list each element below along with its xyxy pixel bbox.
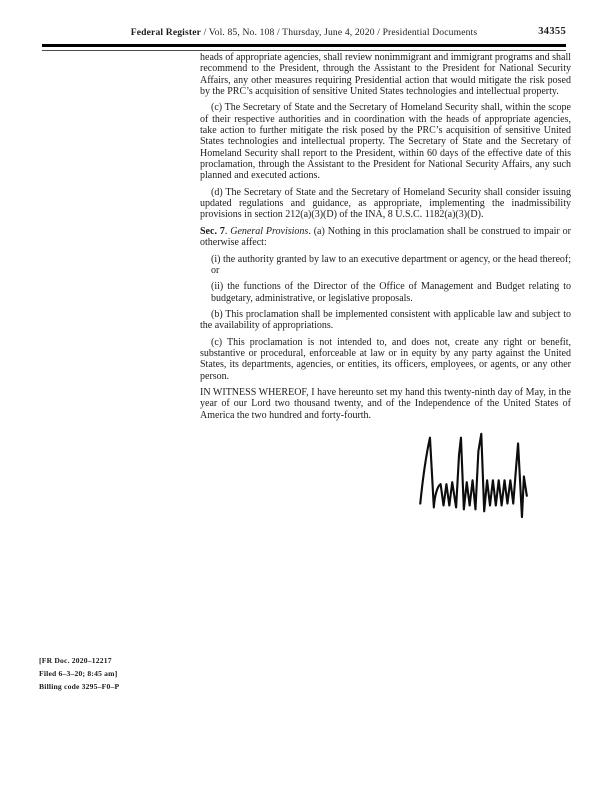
- sec7-separator: .: [224, 225, 231, 237]
- paragraph-b-implementation: (b) This proclamation shall be implemented consistent with applicable law and subject to the availability of appropriations.: [200, 308, 571, 332]
- body-text-column: [200, 52, 571, 523]
- header-citation: [42, 27, 566, 38]
- paragraph-sec7-general-provisions: [200, 226, 571, 249]
- sec7-title: General Provisions: [230, 225, 309, 237]
- billing-code: Billing code 3295–F0–P: [39, 682, 120, 691]
- header-rule-thick: [42, 44, 566, 47]
- sec7-label: Sec. 7: [200, 225, 225, 237]
- journal-title: Federal Register: [130, 27, 202, 38]
- issue-info: / Vol. 85, No. 108 / Thursday, June 4, 2020 / Presidential Documents: [201, 27, 478, 38]
- presidential-signature-icon: [411, 428, 569, 520]
- header-rule: [42, 44, 566, 51]
- filing-footer: [39, 654, 119, 693]
- page-header: [42, 27, 566, 41]
- paragraph-d-regulations: (d) The Secretary of State and the Secretary of Homeland Security shall consider issuing updated regulations and guidance, as appropriate, implementing the inadmissibility provisions in section 212(a)(3)(D) of the INA, 8 U.S.C. 1182(a)(3)(D).: [200, 186, 571, 221]
- paragraph-continuation: heads of appropriate agencies, shall review nonimmigrant and immigrant programs and shall recommend to the President, through the Assistant to the President for National Security Affairs, any other measures requiring Presidential action that would mitigate the risk posed by the PRC’s acquisition of sensitive United States technologies and intellectual property.: [200, 52, 572, 98]
- paragraph-ii-omb: (ii) the functions of the Director of the Office of Management and Budget relating to budgetary, administrative, or legislative proposals.: [211, 281, 571, 304]
- paragraph-i-authority: (i) the authority granted by law to an executive department or agency, or the head thereof; or: [211, 253, 571, 276]
- paragraph-c-secretary: (c) The Secretary of State and the Secretary of Homeland Security shall, within the scope of their respective authorities and in coordination with the heads of appropriate agencies, take action to further mitigate the risk posed by the PRC’s acquisition of sensitive United States technologies and intellectual property. The Secretary of State and the Secretary of Homeland Security shall report to the President, within 60 days of the effective date of this proclamation, through the Assistant to the President for National Security Affairs, any such planned and executed actions.: [200, 102, 571, 182]
- signature-block: [200, 428, 571, 523]
- header-rule-thin: [42, 50, 566, 51]
- fr-doc-number: [FR Doc. 2020–12217: [39, 656, 112, 665]
- paragraph-c-no-rights: (c) This proclamation is not intended to, and does not, create any right or benefit, substantive or procedural, enforceable at law or in equity by any party against the United States, its departments, agencies, or entities, its officers, employees, or agents, or any other person.: [200, 336, 571, 382]
- page-number: 34355: [538, 26, 566, 37]
- paragraph-in-witness: IN WITNESS WHEREOF, I have hereunto set my hand this twenty-ninth day of May, in the year of our Lord two thousand twenty, and of the Independence of the United States of America the two hundred and forty-fourth.: [200, 386, 571, 421]
- sec7-rest: . (a) Nothing in this proclamation shall be construed to impair or otherwise affect:: [200, 225, 571, 249]
- filed-date: Filed 6–3–20; 8:45 am]: [39, 669, 118, 678]
